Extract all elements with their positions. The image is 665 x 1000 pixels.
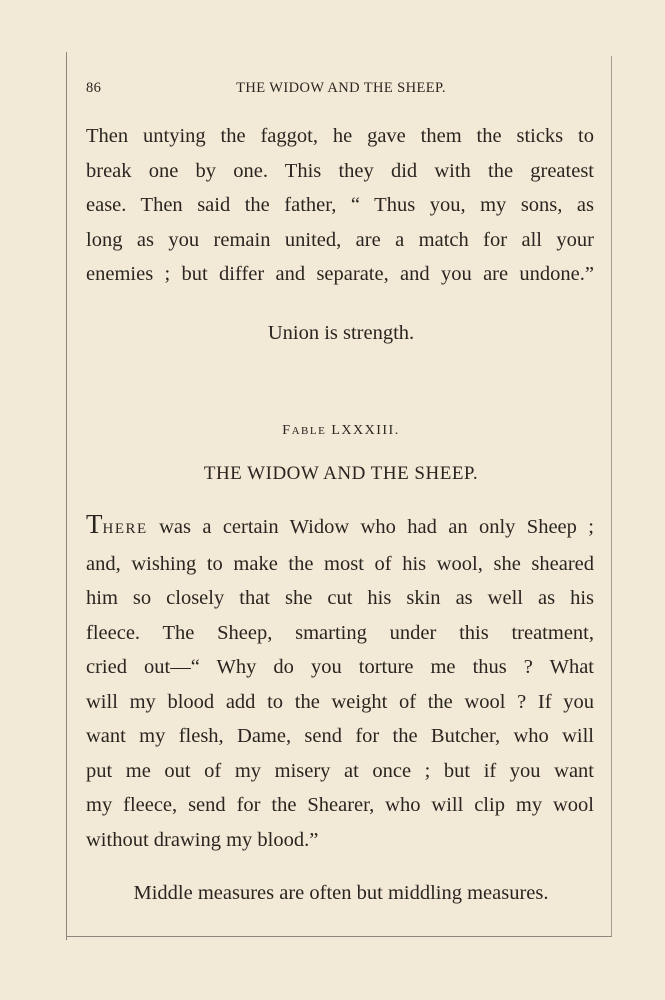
fable-title: THE WIDOW AND THE SHEEP. [203,463,479,484]
text-line: cried out—“ Why do you torture me thus ? What [86,656,594,678]
text-line: long as you remain united, are a match for all your [86,228,594,251]
fable-moral: Middle measures are often but middling measures. [133,882,549,904]
page-number: 86 [86,80,102,96]
fable-body [86,507,594,857]
text-line: him so closely that she cut his skin as well as his [86,587,594,609]
fable-label-rest: ABLE [291,425,327,437]
text-line: without drawing my blood.” [86,828,319,851]
page-border-left [66,52,67,940]
text-line: want my flesh, Dame, send for the Butcher, who will [86,725,594,747]
text-line: ease. Then said the father, “ Thus you, my sons, as [86,194,594,216]
text-line: my fleece, send for the Shearer, who will clip my wool [86,794,594,816]
previous-fable-moral: Union is strength. [267,322,415,344]
initial-letter: T [86,509,103,539]
text-line: enemies ; but differ and separate, and you are undone.” [86,263,594,285]
page-header [86,80,596,102]
page-border-bottom [66,936,612,937]
text-line: put me out of my misery at once ; but if you want [86,759,594,782]
fable-number [86,423,596,439]
fable-label-initial: F [282,423,292,438]
text-line: Then untying the faggot, he gave them the sticks to [86,125,594,147]
first-word-smallcaps: HERE [102,521,148,537]
text-line: will my blood add to the weight of the wool ? If you [86,690,594,713]
first-line-text: was a certain Widow who had an only Sheep ; [147,516,594,538]
text-line: break one by one. This they did with the greatest [86,159,594,182]
previous-fable-ending [86,119,594,292]
text-line: fleece. The Sheep, smarting under this treatment, [86,621,594,644]
text-line [86,507,594,547]
fable-roman-number: LXXXIII. [331,423,400,438]
running-title: THE WIDOW AND THE SHEEP. [236,80,446,96]
text-line: and, wishing to make the most of his wool, she sheared [86,552,594,575]
page-border-right [611,56,612,936]
